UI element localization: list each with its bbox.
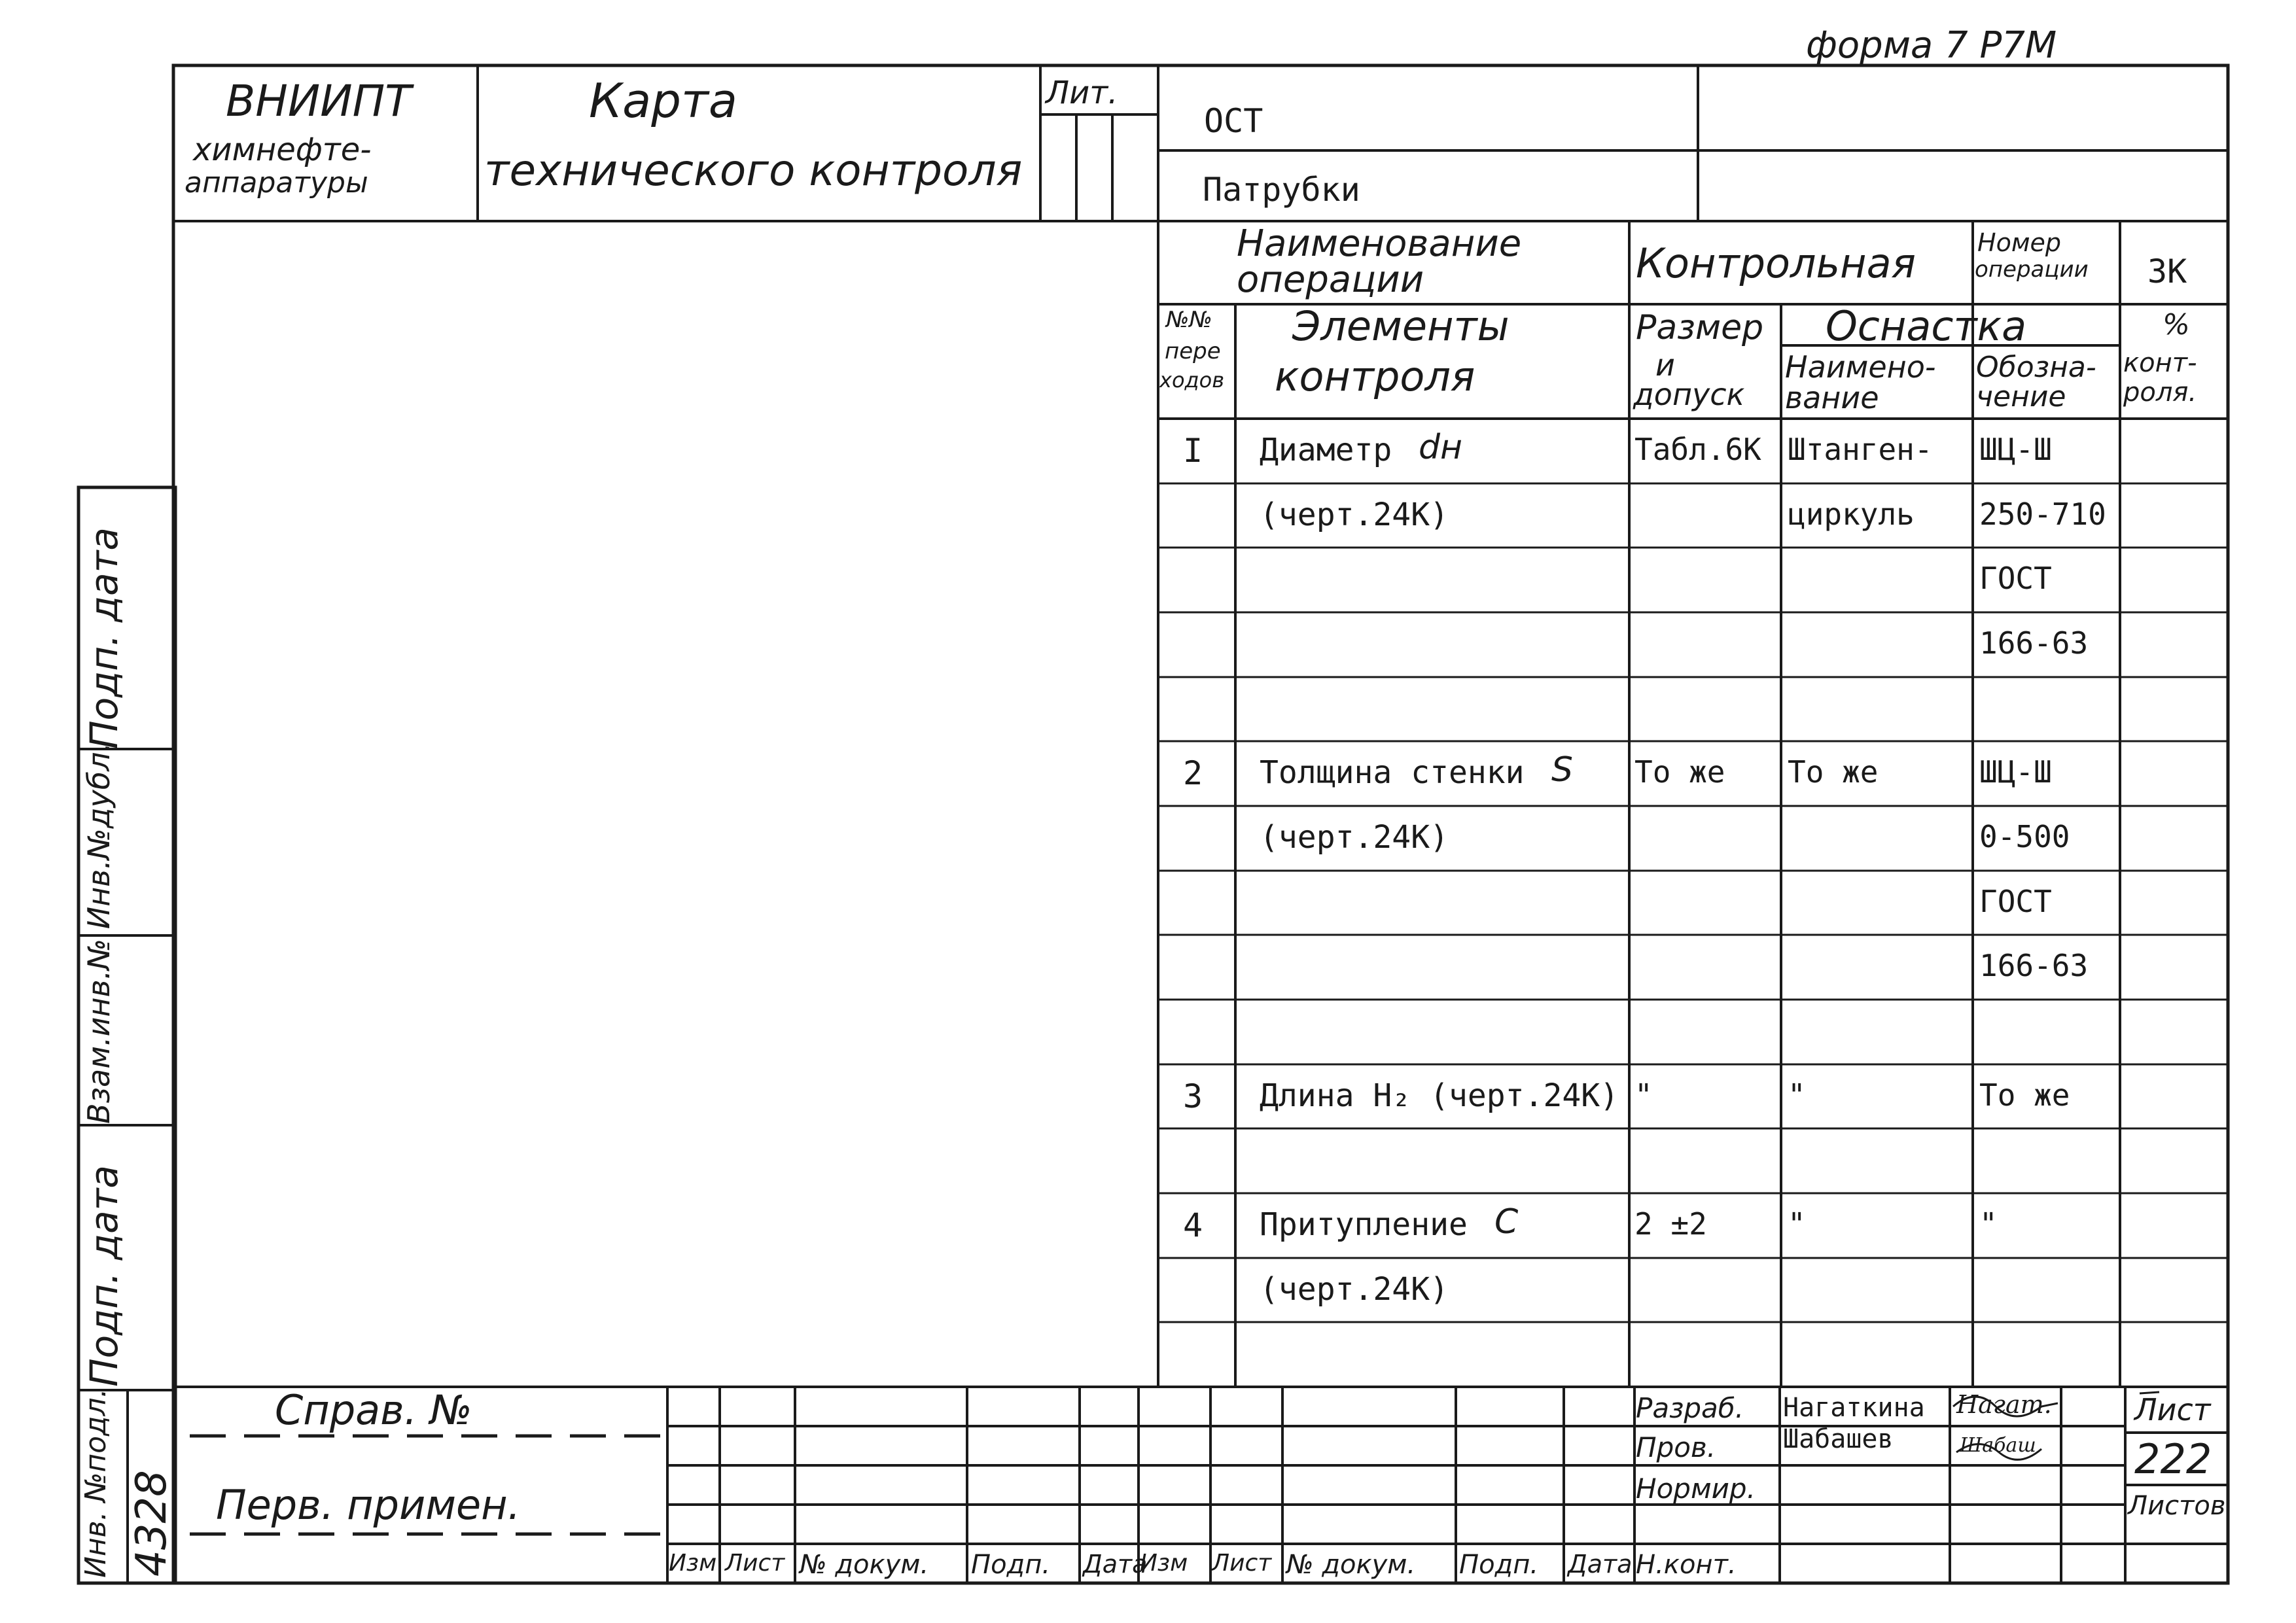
form-number-label: форма 7 Р7М xyxy=(1806,24,2057,67)
col-tooling-name-line2: вание xyxy=(1785,380,1879,415)
row-size: То же xyxy=(1634,754,1725,790)
doc-title: Карта xyxy=(589,73,738,128)
row-number: 2 xyxy=(1183,754,1203,792)
row-element: Притупление xyxy=(1260,1206,1468,1243)
side-inv-podl-label: Инв. №подл. xyxy=(79,1388,113,1578)
side-podp-data-top: Подп. дата xyxy=(82,527,126,749)
col-percent: % xyxy=(2163,308,2190,341)
normir-label: Нормир. xyxy=(1636,1473,1756,1505)
razrab-label: Разраб. xyxy=(1636,1392,1744,1424)
row-tool-designation: ГОСТ xyxy=(1979,884,2052,919)
operation-name-label-line2: операции xyxy=(1237,258,1424,301)
operation-number-value: 3К xyxy=(2147,253,2187,290)
col-tooling-designation-line2: чение xyxy=(1976,380,2066,413)
row-tool-designation: " xyxy=(1979,1206,1998,1242)
prov-label: Пров. xyxy=(1636,1431,1716,1463)
operation-name-value: Контрольная xyxy=(1636,239,1916,287)
col-elements-line2: контроля xyxy=(1275,353,1475,400)
col-size: Размер xyxy=(1636,308,1764,347)
col-list: Лист xyxy=(725,1550,785,1577)
col-tooling: Оснастка xyxy=(1826,302,2027,350)
col-percent-line2: конт- xyxy=(2123,348,2197,378)
col-izm: Изм xyxy=(669,1550,717,1577)
col-podp: Подп. xyxy=(971,1550,1051,1580)
row-element: Диаметр xyxy=(1260,432,1392,468)
row-tool-designation: 0-500 xyxy=(1979,819,2070,854)
operation-name-label: Наименование xyxy=(1237,222,1522,265)
operation-number-label-line2: операции xyxy=(1975,256,2089,283)
nkont-label: Н.конт. xyxy=(1636,1550,1737,1580)
row-element: Толщина стенки xyxy=(1260,754,1525,791)
razrab-signature: Нагат. xyxy=(1956,1390,2052,1419)
sheet-number: 222 xyxy=(2134,1435,2212,1483)
col-ndokum: № докум. xyxy=(800,1550,929,1580)
row-size: " xyxy=(1634,1077,1653,1113)
row-number: I xyxy=(1183,432,1203,470)
side-inv-podl-value: 4328 xyxy=(128,1470,176,1577)
row-tool-designation: 166-63 xyxy=(1979,948,2089,983)
perv-prim-label: Перв. примен. xyxy=(216,1481,521,1529)
col-transition-no-line3: ходов xyxy=(1159,368,1225,393)
org-name-line3: аппаратуры xyxy=(185,166,368,200)
row-element: (черт.24К) xyxy=(1260,1271,1449,1308)
row-tool-designation: То же xyxy=(1979,1077,2070,1113)
col-tooling-name: Наимено- xyxy=(1785,349,1936,385)
doc-title-line2: технического контроля xyxy=(484,145,1023,196)
row-element: (черт.24К) xyxy=(1260,819,1449,856)
row-tool-name: То же xyxy=(1788,754,1879,790)
col-izm-2: Изм xyxy=(1140,1550,1188,1577)
row-element: (черт.24К) xyxy=(1260,497,1449,533)
row-size: Табл.6К xyxy=(1634,432,1761,467)
col-data: Дата xyxy=(1083,1550,1148,1579)
prov-signature: Шабаш xyxy=(1960,1434,2036,1457)
org-name: ВНИИПТ xyxy=(226,76,412,126)
row-tool-designation: 250-710 xyxy=(1979,497,2106,532)
sheet-label: Лист xyxy=(2134,1392,2211,1427)
sheets-total-label: Листов xyxy=(2128,1491,2226,1521)
row-tool-designation: ГОСТ xyxy=(1979,561,2052,596)
col-data-2: Дата xyxy=(1568,1550,1633,1579)
part-name: Патрубки xyxy=(1203,171,1360,209)
col-podp-2: Подп. xyxy=(1459,1550,1539,1580)
row-tool-designation: 166-63 xyxy=(1979,625,2089,661)
row-element-symbol: dн xyxy=(1419,428,1463,467)
row-tool-designation: ШЦ-Ш xyxy=(1979,754,2052,790)
col-transition-no: №№ xyxy=(1166,307,1212,333)
row-element-symbol: S xyxy=(1551,750,1574,790)
side-inv-dubl: Взам.инв.№ Инв.№дубл. xyxy=(81,742,116,1124)
lit-label: Лит. xyxy=(1046,75,1118,111)
operation-number-label: Номер xyxy=(1977,228,2061,257)
row-number: 3 xyxy=(1183,1077,1203,1115)
side-podp-data-bottom: Подп. дата xyxy=(82,1165,126,1387)
row-tool-name: " xyxy=(1788,1077,1806,1113)
row-element-symbol: C xyxy=(1494,1202,1519,1242)
col-transition-no-line2: пере xyxy=(1165,338,1221,364)
row-size: 2 ±2 xyxy=(1634,1206,1707,1242)
col-size-line3: допуск xyxy=(1633,377,1745,412)
row-tool-name: Штанген- xyxy=(1788,432,1933,467)
col-elements: Элементы xyxy=(1292,302,1510,350)
ost-label: ОСТ xyxy=(1204,102,1263,140)
row-number: 4 xyxy=(1183,1206,1203,1244)
col-size-line2: и xyxy=(1655,347,1675,383)
row-element: Длина Н₂ (черт.24К) xyxy=(1260,1077,1619,1114)
org-name-line2: химнефте- xyxy=(193,131,372,168)
col-tooling-designation: Обозна- xyxy=(1976,351,2096,384)
razrab-name: Нагаткина xyxy=(1783,1393,1925,1423)
row-tool-name: циркуль xyxy=(1788,497,1915,532)
col-percent-line3: роля. xyxy=(2123,377,2197,408)
row-tool-designation: ШЦ-Ш xyxy=(1979,432,2052,467)
prov-name: Шабашев xyxy=(1783,1424,1894,1454)
sprav-label: Справ. № xyxy=(275,1386,472,1434)
row-tool-name: " xyxy=(1788,1206,1806,1242)
col-ndokum-2: № докум. xyxy=(1286,1550,1416,1580)
col-list-2: Лист xyxy=(1212,1550,1272,1577)
